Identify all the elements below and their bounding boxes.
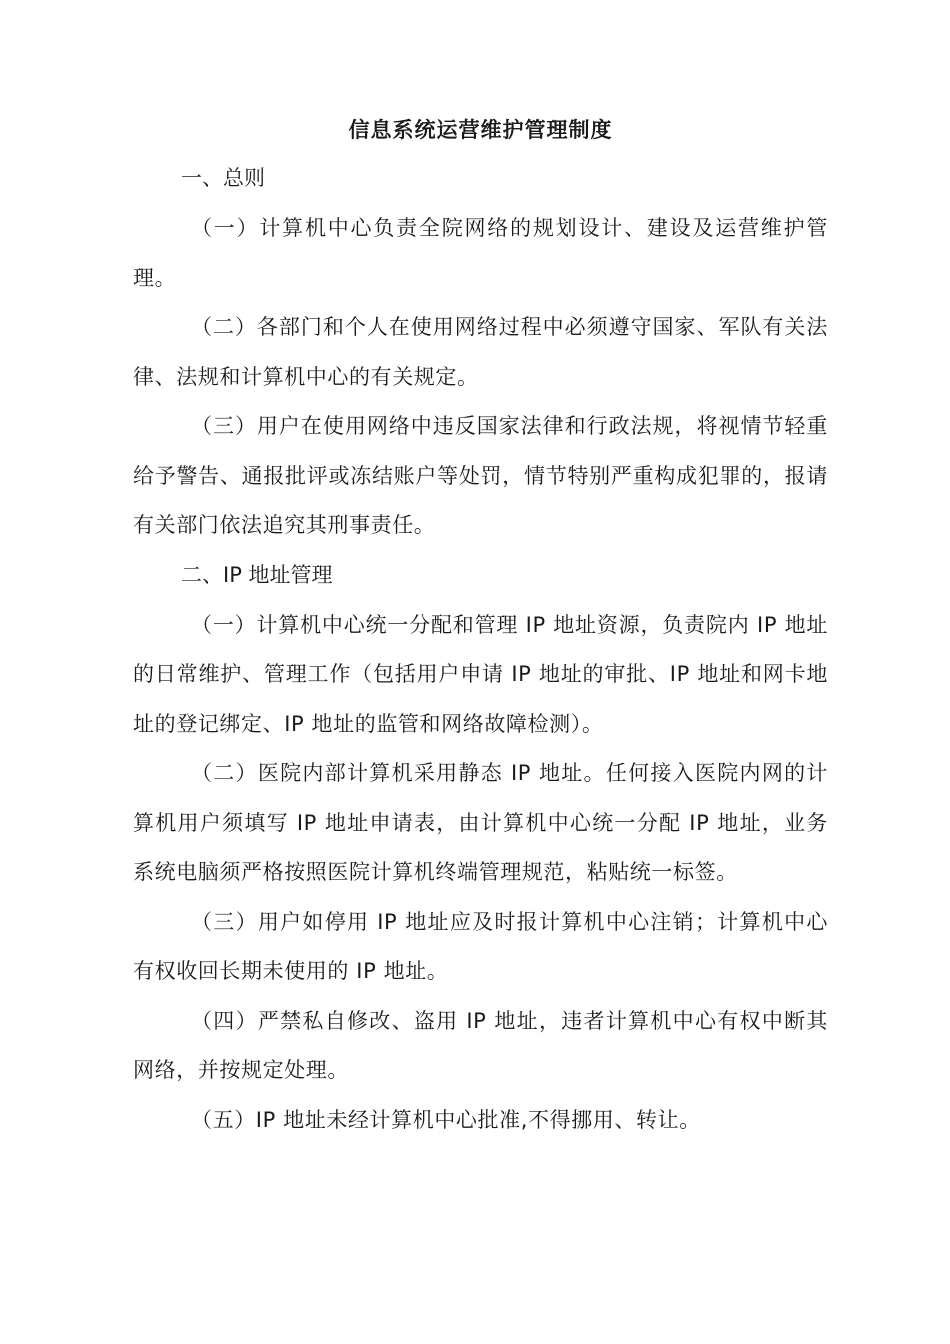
- section-heading: 一、总则: [181, 166, 265, 190]
- section-ip-management: [133, 551, 828, 1146]
- paragraph: （三）用户在使用网络中违反国家法律和行政法规，将视情节轻重给予警告、通报批评或冻结账户等处罚，情节特别严重构成犯罪的，报请有关部门依法追究其刑事责任。: [133, 414, 828, 537]
- paragraph: （一）计算机中心统一分配和管理 IP 地址资源，负责院内 IP 地址的日常维护、管理工作（包括用户申请 IP 地址的审批、IP 地址和网卡地址的登记绑定、IP 地址的监管和网络故障检测）。: [133, 612, 828, 736]
- section-general: [133, 154, 828, 551]
- paragraph: （四）严禁私自修改、盗用 IP 地址，违者计算机中心有权中断其网络，并按规定处理。: [133, 1008, 828, 1082]
- paragraph: （一）计算机中心负责全院网络的规划设计、建设及运营维护管理。: [133, 216, 828, 290]
- paragraph: （三）用户如停用 IP 地址应及时报计算机中心注销；计算机中心有权收回长期未使用的 IP 地址。: [133, 909, 828, 983]
- paragraph: （五）IP 地址未经计算机中心批准,不得挪用、转让。: [191, 1107, 701, 1132]
- paragraph: （二）医院内部计算机采用静态 IP 地址。任何接入医院内网的计算机用户须填写 IP 地址申请表，由计算机中心统一分配 IP 地址，业务系统电脑须严格按照医院计算机终端管理规范，粘贴统一标签。: [133, 761, 828, 884]
- document-title: 信息系统运营维护管理制度: [348, 118, 613, 142]
- section-heading: 二、IP 地址管理: [181, 562, 333, 587]
- document-page: [133, 110, 828, 1145]
- paragraph: （二）各部门和个人在使用网络过程中必须遵守国家、军队有关法律、法规和计算机中心的有关规定。: [133, 315, 828, 389]
